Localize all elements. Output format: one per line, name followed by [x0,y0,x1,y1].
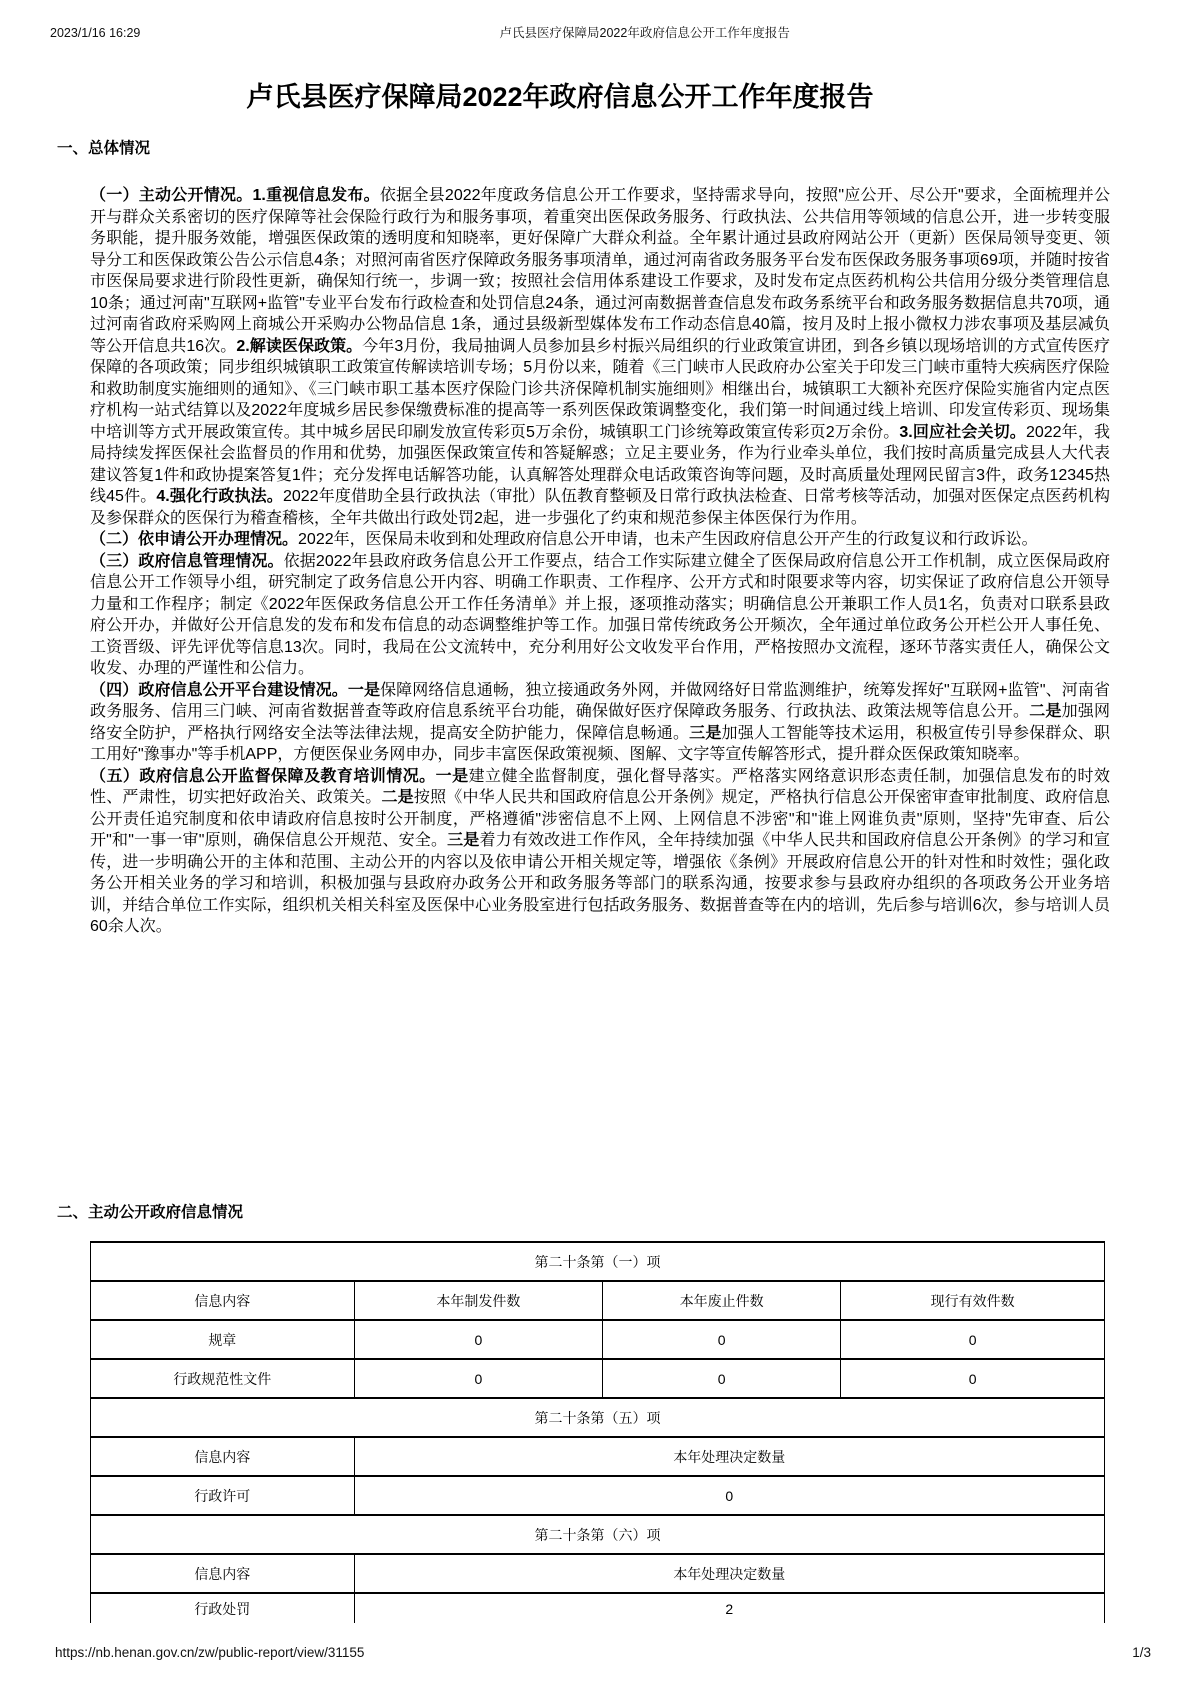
table-row [91,1242,1105,1281]
paragraph-run: 加强网络安全防护，严格执行网络安全法等法律法规，提高安全防护能力，保障信息畅通。 [90,703,1110,742]
table-row [91,1515,1105,1554]
table-row [91,1554,1105,1593]
paragraph-run: 依据2022年县政府政务信息公开工作要点，结合工作实际建立健全了医保局政府信息公开工作机制，成立医保局政府信息公开工作领导小组，研究制定了政务信息公开内容、明确工作职责、工作程序、公开方式和时限要求等内容，切实保证了政府信息公开领导力量和工作程序；制定《2022年医保政务信息公开工作任务清单》并上报，逐项推动落实；明确信息公开兼职工作人员1名，负责对口联系县政府公开办，并做好公开信息发的发布和发布信息的动态调整维护等工作。加强日常传统政务公开频次，全年通过单位政务公开栏公开人事任免、工资晋级、评先评优等信息13次。同时，我局在公文流转中，充分利用好公文收发平台作用，严格按照办文流程，逐环节落实责任人，确保公文收发、办理的严谨性和公信力。 [90,552,1110,677]
disclosure-table-body [91,1242,1105,1623]
paragraph [90,766,1110,938]
table-section-title: 第二十条第（五）项 [91,1398,1105,1437]
table-cell: 0 [603,1359,841,1398]
table-header-cell: 现行有效件数 [841,1281,1105,1320]
table-header-cell: 信息内容 [91,1437,355,1476]
table-cell: 0 [354,1359,602,1398]
paragraph-run-bold: 1.重视信息发布。 [252,187,380,204]
paragraph [90,551,1110,680]
paragraph-run-bold: （三）政府信息管理情况。 [90,552,284,570]
paragraph-run: 着力有效改进工作作风，全年持续加强《中华人民共和国政府信息公开条例》的学习和宣传，进一步明确公开的主体和范围、主动公开的内容以及依申请公开相关规定等，增强依《条例》开展政府信息公开的针对性和时效性；强化政务公开相关业务的学习和培训，积极加强与县政府办政务公开和政务服务等部门的联系沟通，按要求参与县政府办组织的各项政务公开业务培训，并结合单位工作实际，组织机关相关科室及医保中心业务股室进行包括政务服务、数据普查等在内的培训，先后参与培训6次，参与培训人员60余人次。 [90,832,1110,935]
paragraph-run-bold: 三是 [447,832,480,849]
table-header-cell: 本年废止件数 [603,1281,841,1320]
table-cell: 0 [354,1320,602,1359]
table-cell: 0 [841,1320,1105,1359]
print-doc-title: 卢氏县医疗保障局2022年政府信息公开工作年度报告 [499,26,790,40]
print-datetime: 2023/1/16 16:29 [50,26,141,40]
table-row [91,1320,1105,1359]
table-cell: 0 [354,1476,1104,1515]
paragraph-run-bold: 3.回应社会关切。 [899,423,1026,441]
paragraph-run: 建立健全监督制度，强化督导落实。严格落实网络意识形态责任制，加强信息发布的时效性、严肃性，切实把好政治关、政策关。 [90,767,1110,806]
paragraph-run: 依据全县2022年度政务信息公开工作要求，坚持需求导向，按照"应公开、尽公开"要求，全面梳理并公开与群众关系密切的医疗保障等社会保险行政行为和服务事项，着重突出医保政务服务、行政执法、公共信用等领域的信息公开，进一步转变服务职能，提升服务效能，增强医保政策的透明度和知晓率，更好保障广大群众利益。全年累计通过县政府网站公开（更新）医保局领导变更、领导分工和医保政策公告公示信息4条；对照河南省医疗保障政务服务事项清单，通过河南省政务服务平台发布医保政务服务事项69项，并随时按省市医保局要求进行阶段性更新，确保知行统一，步调一致；按照社会信用体系建设工作要求，及时发布定点医药机构公共信用分级分类管理信息10条；通过河南"互联网+监管"专业平台发布行政检查和处罚信息24条，通过河南数据普查信息发布政务系统平台和政务服务数据信息共70项，通过河南省政府采购网上商城公开采购办公物品信息 1条，通过县级新型媒体发布工作动态信息40篇，按月及时上报小微权力涉农事项及基层减负等公开信息共16次。 [90,187,1110,355]
paragraph-run-bold: （四）政府信息公开平台建设情况。 [90,681,348,699]
table-row [91,1359,1105,1398]
table-header-cell: 本年制发件数 [354,1281,602,1320]
section-heading-disclosure: 二、主动公开政府信息情况 [57,1204,244,1221]
paragraph-run-bold: 一是 [435,767,469,785]
paragraph-run-bold: 2.解读医保政策。 [236,337,363,355]
table-cell: 行政许可 [91,1476,355,1515]
disclosure-section [0,1205,1199,1623]
paragraph [90,185,1110,529]
table-header-cell: 本年处理决定数量 [354,1437,1104,1476]
table-row [91,1398,1105,1437]
disclosure-table [90,1241,1105,1623]
report-title: 卢氏县医疗保障局2022年政府信息公开工作年度报告 [246,82,874,112]
table-cell: 0 [603,1320,841,1359]
table-cell: 行政处罚 [91,1593,355,1623]
paragraph [90,529,1110,551]
table-cell: 2 [354,1593,1104,1623]
table-row [91,1476,1105,1515]
paragraph-run: 加强人工智能等技术运用，积极宣传引导参保群众、职工用好"豫事办"等手机APP，方便医保业务网申办，同步丰富医保政策视频、图解、文字等宣传解答形式，提升群众医保政策知晓率。 [90,724,1110,763]
table-row [91,1437,1105,1476]
paragraph-run-bold: （二）依申请公开办理情况。 [90,531,299,548]
paragraph-run-bold: 二是 [1029,703,1062,720]
paragraph-run: 今年3月份，我局抽调人员参加县乡村振兴局组织的行业政策宣讲团，到各乡镇以现场培训的方式宣传医疗保障的各项政策；同步组织城镇职工政策宣传解读培训专场；5月份以来，随着《三门峡市人民政府办公室关于印发三门峡市重特大疾病医疗保险和救助制度实施细则的通知》、《三门峡市职工基本医疗保险门诊共济保障机制实施细则》相继出台，城镇职工大额补充医疗保险实施省内定点医疗机构一站式结算以及2022年度城乡居民参保缴费标准的提高等一系列医保政策调整变化，我们第一时间通过线上培训、印发宣传彩页、现场集中培训等方式开展政策宣传。其中城乡居民印刷发放宣传彩页5万余份，城镇职工门诊统筹政策宣传彩页2万余份。 [90,337,1110,441]
table-section-title: 第二十条第（一）项 [91,1242,1105,1281]
table-header-cell: 本年处理决定数量 [354,1554,1104,1593]
paragraph [90,680,1110,766]
table-cell: 0 [841,1359,1105,1398]
paragraph-run: 2022年度借助全县行政执法（审批）队伍教育整顿及日常行政执法检查、日常考核等活动，加强对医保定点医药机构及参保群众的医保行为稽查稽核，全年共做出行政处罚2起，进一步强化了约束和规范参保主体医保行为作用。 [90,488,1110,527]
paragraph-run: 2022年，医保局未收到和处理政府信息公开申请，也未产生因政府信息公开产生的行政复议和行政诉讼。 [298,531,1038,548]
paragraph-run-bold: （五）政府信息公开监督保障及教育培训情况。 [90,767,436,785]
paragraph-run-bold: （一）主动公开情况。 [90,187,253,204]
body-paragraphs [90,185,1110,938]
paragraph-run: 2022年，我局持续发挥医保社会监督员的作用和优势，加强医保政策宣传和答疑解惑；立足主要业务，作为行业牵头单位，我们按时高质量完成县人大代表建议答复1件和政协提案答复1件；充分发挥电话解答功能，认真解答处理群众电话政策咨询等问题，及时高质量处理网民留言3件，政务12345热线45件。 [90,423,1110,505]
table-row [91,1281,1105,1320]
table-section-title: 第二十条第（六）项 [91,1515,1105,1554]
paragraph-run: 保障网络信息通畅，独立接通政务外网，并做网络好日常监测维护，统筹发挥好"互联网+监管"、河南省政务服务、信用三门峡、河南省数据普查等政府信息系统平台功能，确保做好医疗保障政务服务、行政执法、政策法规等信息公开。 [90,681,1110,720]
paragraph-run-bold: 4.强化行政执法。 [156,488,283,505]
table-header-cell: 信息内容 [91,1281,355,1320]
footer-url: https://nb.henan.gov.cn/zw/public-report/view/31155 [55,1645,365,1660]
table-header-cell: 信息内容 [91,1554,355,1593]
paragraph-run: 按照《中华人民共和国政府信息公开条例》规定，严格执行信息公开保密审查审批制度、政府信息公开责任追究制度和依申请政府信息按时公开制度，严格遵循"涉密信息不上网、上网信息不涉密"和"谁上网谁负责"原则，坚持"先审查、后公开"和"一事一审"原则，确保信息公开规范、安全。 [90,789,1110,849]
print-header [0,0,1199,41]
paragraph-run-bold: 三是 [689,724,722,742]
table-cell: 规章 [91,1320,355,1359]
print-footer [55,1645,1151,1661]
paragraph-run-bold: 二是 [381,789,414,806]
table-cell: 行政规范性文件 [91,1359,355,1398]
page-indicator: 1/3 [1132,1645,1151,1660]
paragraph-run-bold: 一是 [347,681,381,699]
table-row [91,1593,1105,1623]
section-heading-overview: 一、总体情况 [57,140,151,157]
